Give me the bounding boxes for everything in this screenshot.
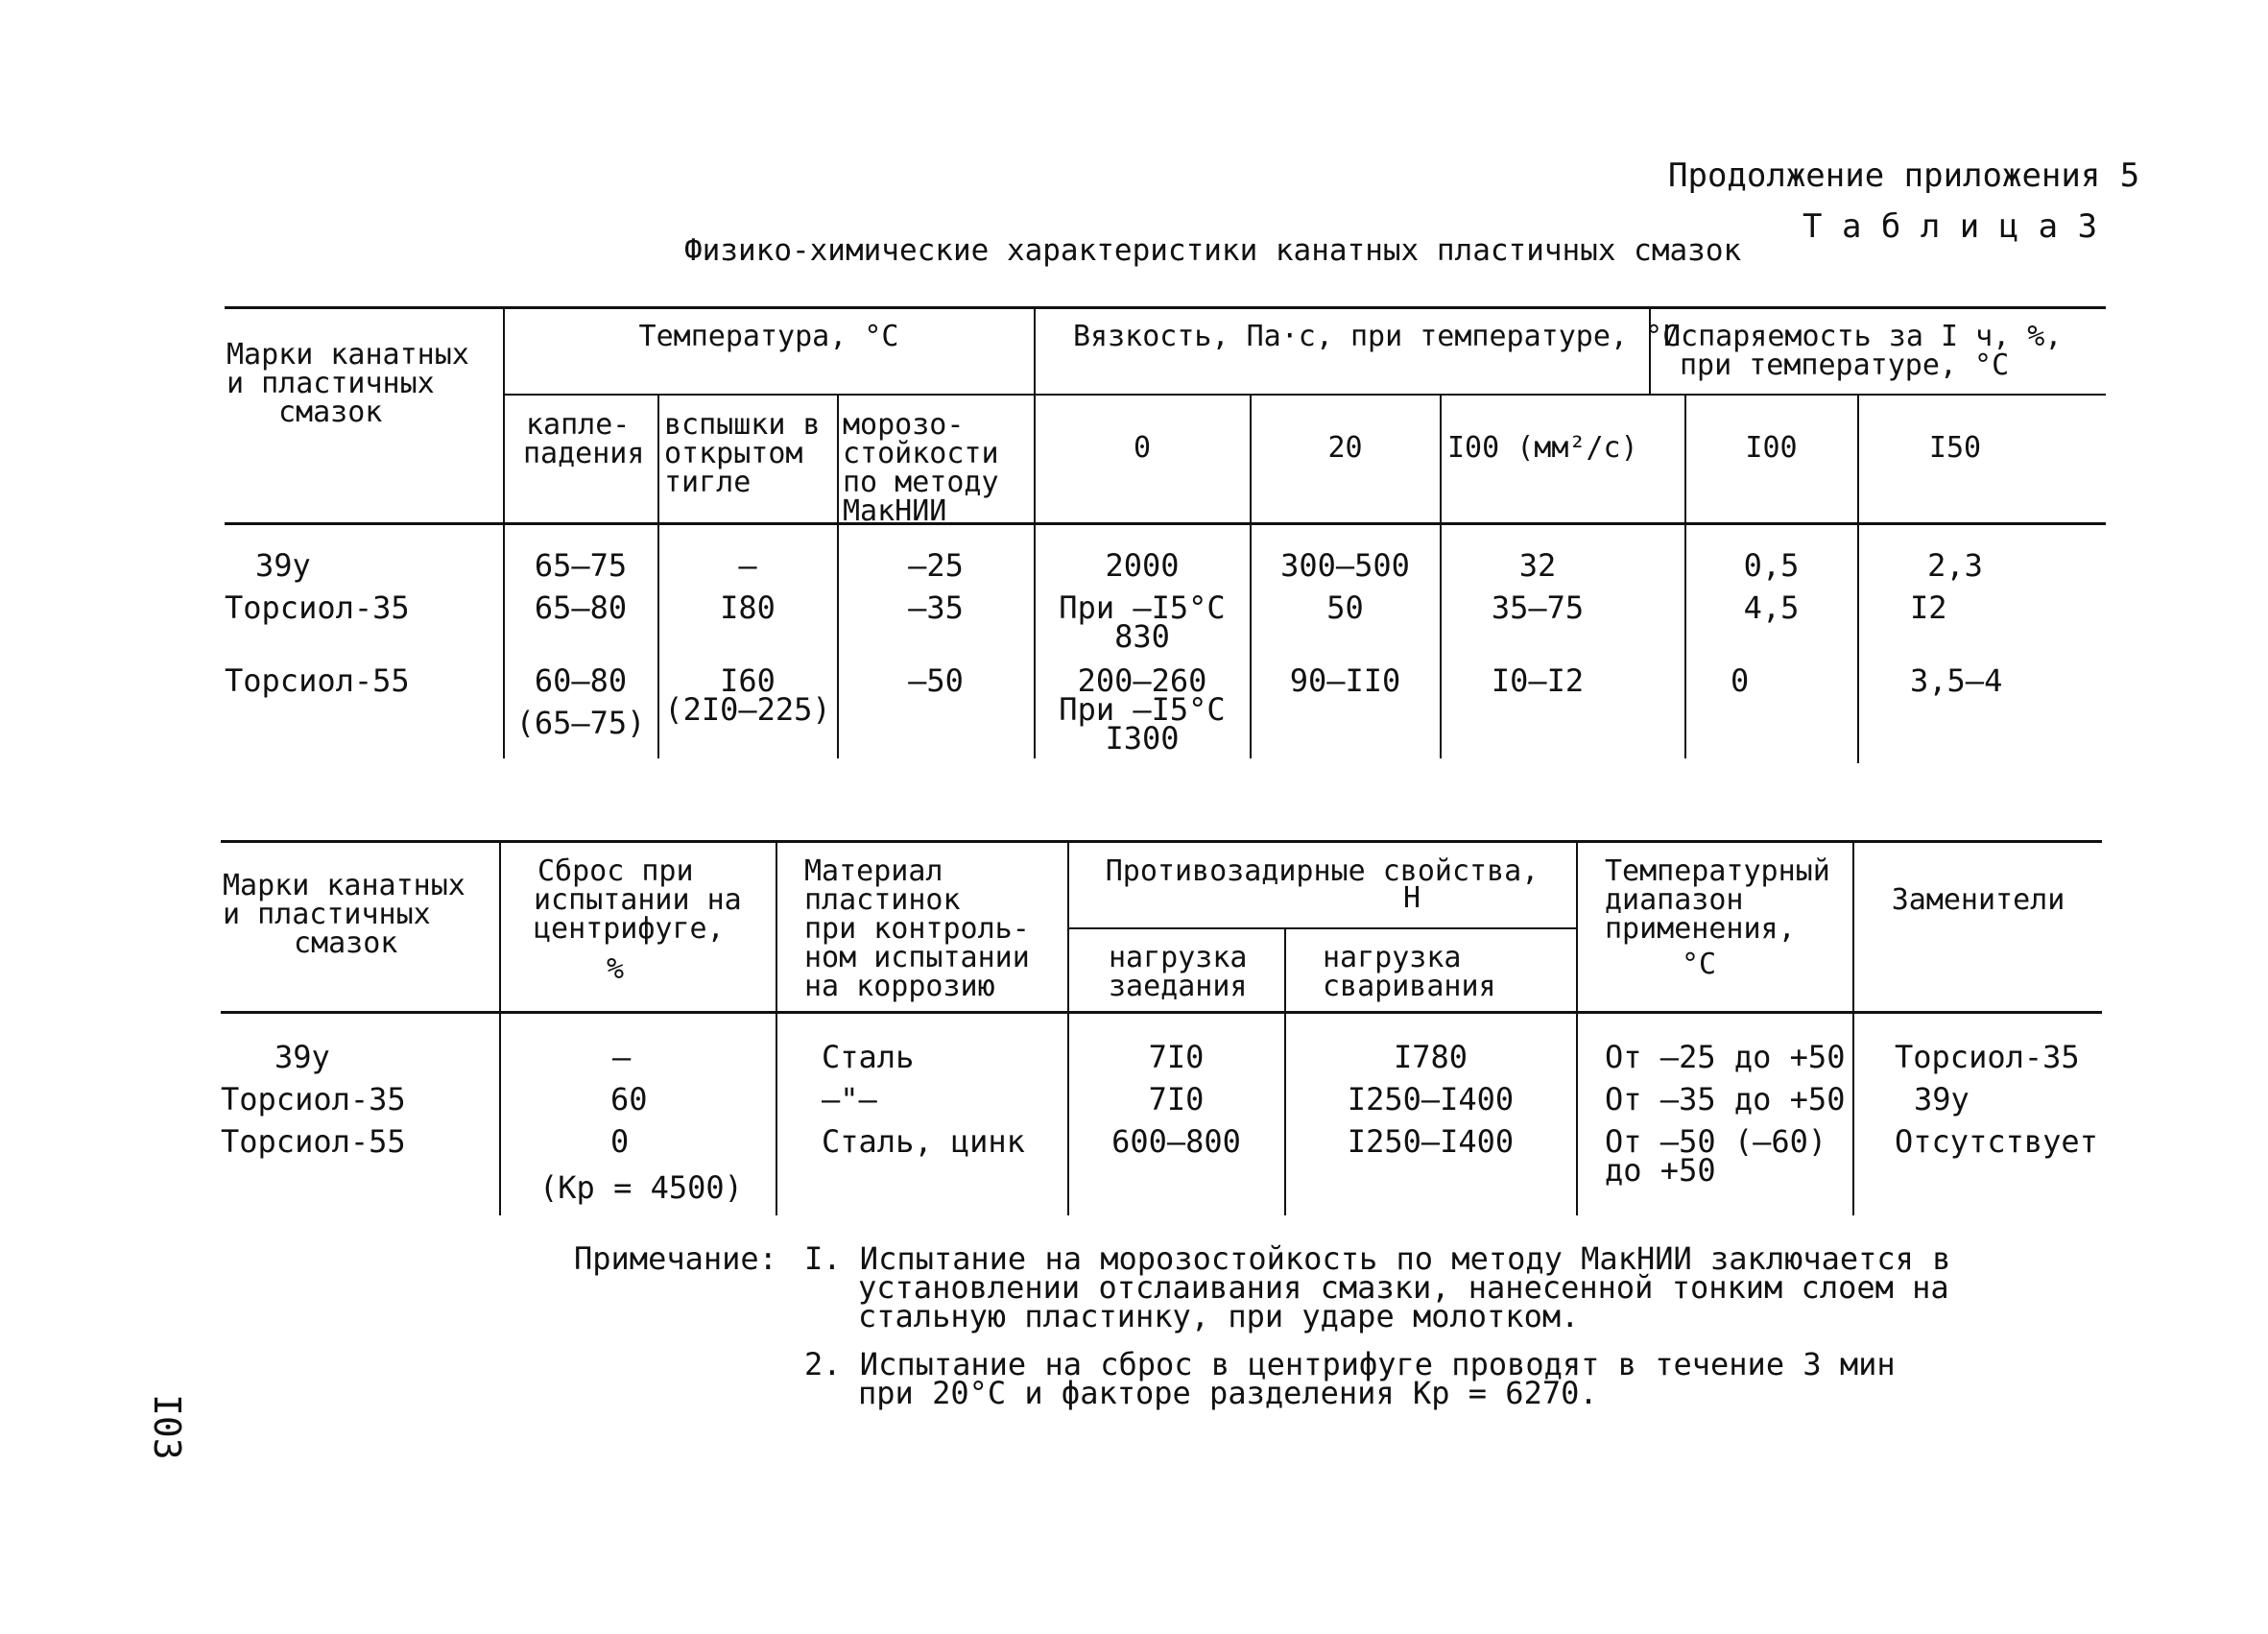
t2-header-brand-3: смазок [294, 926, 398, 960]
t2-brand: Торсиол-55 [221, 1123, 406, 1160]
t2-drop: 0 [610, 1123, 630, 1160]
t1-frost: –25 [908, 547, 964, 584]
t2-substitute: Отсутствует [1895, 1123, 2098, 1160]
t2-weld: I250–I400 [1347, 1081, 1515, 1117]
t1-sub-e100: I00 [1745, 431, 1798, 465]
t1-sub-v20: 20 [1327, 431, 1363, 465]
t2-range-2: до +50 [1605, 1152, 1716, 1189]
t2-header-drop-4: % [607, 952, 625, 986]
note-2-line-1: 2. Испытание на сброс в центрифуге проводят в течение 3 мин [804, 1346, 1896, 1382]
t1-flash: I60 [720, 662, 776, 699]
t2-material: Сталь, цинк [822, 1123, 1025, 1160]
t2-drop: 60 [610, 1081, 648, 1117]
t1-sub-frost-1: морозо- [843, 408, 965, 442]
t1-header-temperature: Температура, °С [638, 320, 899, 353]
t2-weld: I250–I400 [1347, 1123, 1515, 1160]
t2-range: От –35 до +50 [1605, 1081, 1846, 1117]
t1-flash-alt: (2I0–225) [664, 691, 831, 728]
t2-substitute: 39у [1914, 1081, 1970, 1117]
t1-e100: 0 [1731, 662, 1750, 699]
t2-header-material-2: пластинок [804, 883, 961, 917]
t1-v0: 2000 [1105, 547, 1180, 584]
t1-brand: Торсиол-55 [225, 662, 410, 699]
t1-sub-flash-2: открытом [664, 437, 803, 470]
t1-sub-frost-2: стойкости [843, 437, 999, 470]
t2-range: От –25 до +50 [1605, 1039, 1846, 1075]
t2-header-brand-2: и пластичных [223, 898, 431, 931]
t1-sub-drop-1: капле- [526, 408, 631, 442]
t1-sub-v0: 0 [1133, 431, 1152, 465]
t1-flash: – [738, 547, 757, 584]
t2-substitute: Торсиол-35 [1895, 1039, 2080, 1075]
t1-v20: 300–500 [1280, 547, 1410, 584]
t2-header-material-5: на коррозию [804, 970, 995, 1003]
page-number: I03 [146, 1394, 188, 1460]
continuation-label: Продолжение приложения 5 [1668, 156, 2140, 195]
t1-e150: 2,3 [1927, 547, 1983, 584]
table-label: Т а б л и ц а 3 [1802, 207, 2098, 246]
note-label: Примечание: [574, 1240, 777, 1277]
t1-v0: При –I5°С [1059, 589, 1226, 626]
t2-seize: 7I0 [1148, 1039, 1205, 1075]
t1-drop: 65–80 [534, 589, 628, 626]
t1-header-evaporation-1: Испаряемость за I ч, %, [1663, 320, 2063, 353]
t2-sub-seize-2: заедания [1109, 970, 1248, 1003]
note-1-line-2: установлении отслаивания смазки, нанесенной тонким слоем на [858, 1269, 1949, 1306]
t2-header-brand-1: Марки канатных [223, 869, 466, 902]
t1-drop-alt: (65–75) [515, 705, 646, 741]
t2-header-range-4: °С [1682, 948, 1717, 981]
t1-sub-flash-1: вспышки в [664, 408, 821, 442]
t1-header-brand-2: и пластичных [227, 367, 435, 400]
note-2-line-2: при 20°С и факторе разделения Kр = 6270. [858, 1375, 1598, 1411]
t2-seize: 600–800 [1111, 1123, 1241, 1160]
t1-sub-e150: I50 [1928, 431, 1982, 465]
t1-flash: I80 [720, 589, 776, 626]
t2-header-antiscuff-2: Н [1403, 881, 1421, 915]
note-1-line-1: I. Испытание на морозостойкость по методу МакНИИ заключается в [804, 1240, 1951, 1277]
t2-header-range-1: Температурный [1605, 854, 1830, 888]
t2-header-drop-1: Сброс при [537, 854, 694, 888]
t1-v0-b: 830 [1114, 618, 1170, 655]
t2-sub-weld-2: сваривания [1323, 970, 1496, 1003]
t1-v20: 90–II0 [1289, 662, 1401, 699]
t2-brand: 39у [275, 1039, 330, 1075]
t2-brand: Торсиол-35 [221, 1081, 406, 1117]
t2-drop-note: (Kр = 4500) [539, 1169, 743, 1206]
t2-header-antiscuff-1: Противозадирные свойства, [1105, 854, 1540, 888]
t1-sub-v100: I00 (мм²/с) [1447, 431, 1638, 465]
t1-sub-frost-3: по методу [843, 466, 999, 499]
t1-v100: 32 [1518, 547, 1557, 584]
t1-e150: 3,5–4 [1910, 662, 2003, 699]
t2-header-drop-2: испытании на [534, 883, 742, 917]
t2-sub-weld-1: нагрузка [1323, 941, 1462, 974]
t2-header-substitutes: Заменители [1891, 883, 2065, 917]
t2-sub-seize-1: нагрузка [1109, 941, 1248, 974]
t1-v0: 200–260 [1077, 662, 1207, 699]
t1-v20: 50 [1326, 589, 1364, 626]
t1-frost: –35 [908, 589, 964, 626]
t1-sub-flash-3: тигле [664, 466, 752, 499]
t1-brand: Торсиол-35 [225, 589, 410, 626]
t2-header-range-2: диапазон [1605, 883, 1744, 917]
t2-material: Сталь [822, 1039, 915, 1075]
t1-header-viscosity: Вязкость, Па·с, при температуре, °С [1073, 320, 1681, 353]
t1-v0-c: I300 [1105, 720, 1180, 757]
t1-brand: 39у [255, 547, 311, 584]
t2-header-material-4: ном испытании [804, 941, 1030, 974]
t1-e100: 4,5 [1743, 589, 1800, 626]
note-1-line-3: стальную пластинку, при ударе молотком. [858, 1298, 1580, 1334]
t1-drop: 65–75 [534, 547, 628, 584]
t1-header-brand-1: Марки канатных [227, 338, 469, 372]
t1-v100: 35–75 [1491, 589, 1585, 626]
t2-header-material-3: при контроль- [804, 912, 1030, 946]
t1-e100: 0,5 [1743, 547, 1800, 584]
table-title: Физико-химические характеристики канатных пластичных смазок [684, 233, 1742, 268]
t1-frost: –50 [908, 662, 964, 699]
t2-material: –"– [822, 1081, 877, 1117]
t2-drop: – [612, 1039, 632, 1075]
t1-drop: 60–80 [534, 662, 628, 699]
t1-sub-drop-2: падения [523, 437, 645, 470]
t2-header-material-1: Материал [804, 854, 943, 888]
t2-header-drop-3: центрифуге, [534, 912, 725, 946]
t1-header-brand-3: смазок [278, 396, 383, 429]
t1-sub-frost-4: МакНИИ [843, 494, 947, 528]
t1-v0-b: При –I5°С [1059, 691, 1226, 728]
t2-weld: I780 [1393, 1039, 1468, 1075]
t2-range: От –50 (–60) [1605, 1123, 1827, 1160]
t1-v100: I0–I2 [1491, 662, 1585, 699]
t2-seize: 7I0 [1148, 1081, 1205, 1117]
t2-header-range-3: применения, [1605, 912, 1796, 946]
t1-e150: I2 [1910, 589, 1947, 626]
t1-header-evaporation-2: при температуре, °С [1680, 348, 2010, 382]
